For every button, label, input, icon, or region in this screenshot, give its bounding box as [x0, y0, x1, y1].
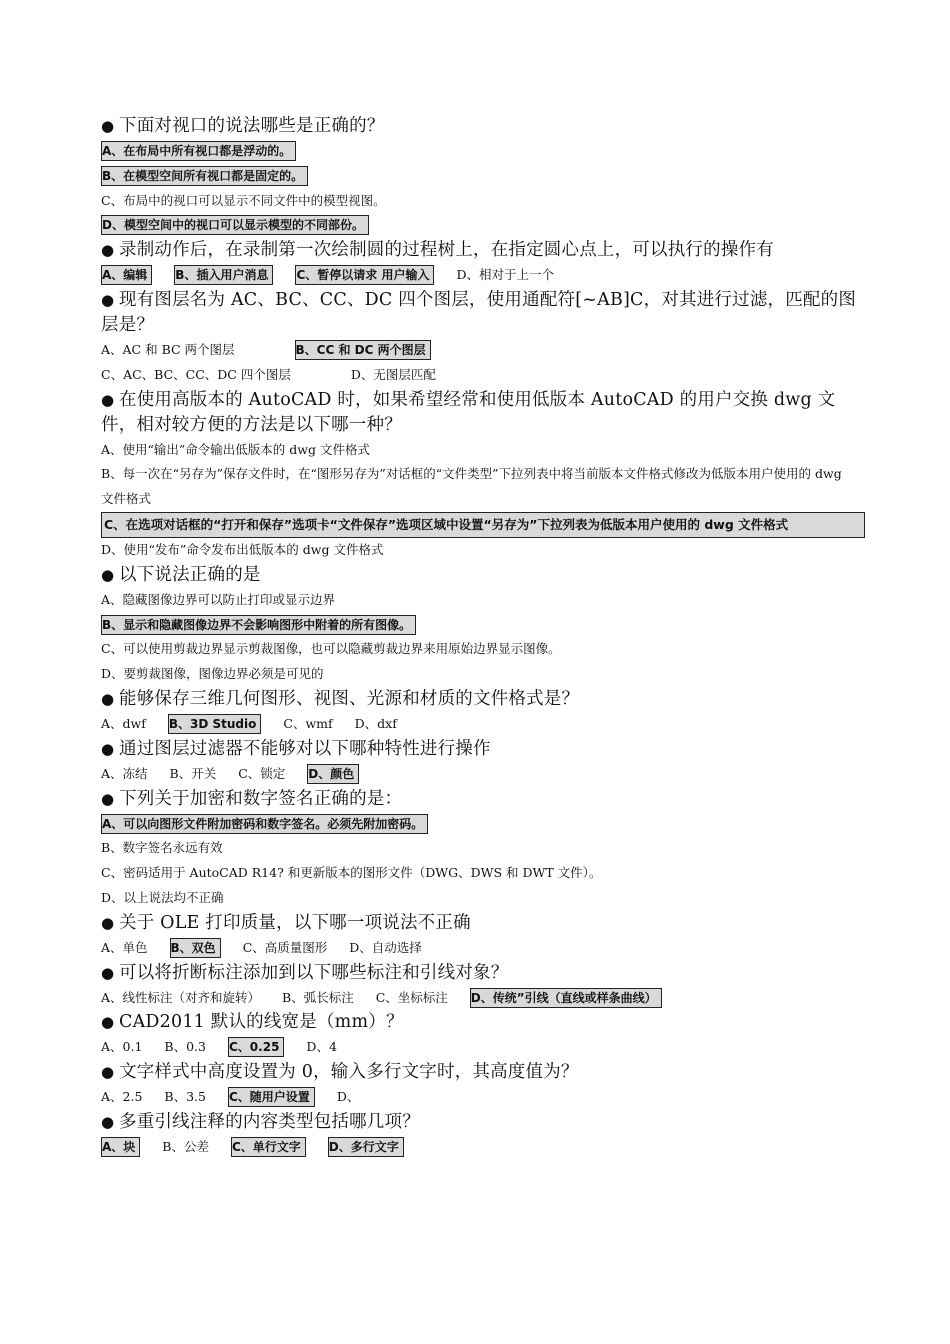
- question-text: 多重引线注释的内容类型包括哪几项？: [119, 1111, 420, 1132]
- answer-option: B、0.3: [164, 1039, 206, 1055]
- answer-option: A、冻结: [101, 765, 148, 781]
- option-line: [101, 512, 865, 538]
- question-5: [101, 563, 865, 588]
- bullet-icon: ●: [101, 789, 115, 808]
- answer-option: A、0.1: [101, 1039, 143, 1055]
- correct-answer: D、颜色: [307, 764, 359, 784]
- answer-option: B、弧长标注: [282, 989, 354, 1005]
- correct-answer: C、单行文字: [231, 1137, 306, 1157]
- option-line: [101, 139, 865, 164]
- question-text: 下列关于加密和数字签名正确的是：: [119, 788, 403, 809]
- question-text: 下面对视口的说法哪些是正确的？: [119, 116, 385, 136]
- bullet-icon: ●: [101, 117, 115, 135]
- answer-option: C、高质量图形: [242, 939, 328, 955]
- correct-answer: B、插入用户消息: [174, 265, 273, 285]
- correct-answer: B、显示和隐藏图像边界不会影响图形中附着的所有图像。: [101, 615, 416, 635]
- question-text: CAD2011 默认的线宽是（mm）？: [119, 1012, 404, 1033]
- correct-answer: A、在布局中所有视口都是浮动的。: [101, 141, 296, 161]
- answer-option: D、4: [306, 1039, 337, 1055]
- answer-option: C、坐标标注: [375, 989, 448, 1005]
- answer-option: C、AC、BC、CC、DC 四个图层: [101, 366, 291, 382]
- option-line: [101, 986, 865, 1011]
- answer-option: A、使用“输出”命令输出低版本的 dwg 文件格式: [101, 441, 370, 457]
- question-3: [101, 288, 865, 338]
- answer-option: C、布局中的视口可以显示不同文件中的模型视图。: [101, 192, 386, 208]
- question-text: 现有图层名为 AC、BC、CC、DC 四个图层，使用通配符[~AB]C，对其进行过滤，匹配的图层是？: [101, 289, 857, 335]
- option-line: [101, 812, 865, 837]
- bullet-icon: ●: [101, 739, 115, 758]
- option-line: [101, 886, 865, 911]
- question-7: [101, 737, 865, 762]
- answer-option: A、dwf: [101, 715, 146, 731]
- question-8: [101, 787, 865, 812]
- answer-option: D、使用“发布”命令发布出低版本的 dwg 文件格式: [101, 541, 384, 557]
- option-line: [101, 363, 865, 388]
- bullet-icon: ●: [101, 1013, 115, 1032]
- question-text: 以下说法正确的是: [119, 564, 261, 585]
- option-line: [101, 462, 865, 512]
- bullet-icon: ●: [101, 390, 115, 409]
- correct-answer: D、传统”引线（直线或样条曲线）: [470, 988, 662, 1008]
- answer-option: B、3.5: [164, 1089, 206, 1105]
- option-line: [101, 1035, 865, 1060]
- correct-answer: C、暂停以请求 用户输入: [295, 265, 434, 285]
- bullet-icon: ●: [101, 1063, 115, 1082]
- option-line: [101, 438, 865, 463]
- answer-option: B、每一次在“另存为”保存文件时，在“图形另存为”对话框的“文件类型”下拉列表中将当前版本文件格式修改为低版本用户使用的 dwg 文件格式: [101, 466, 842, 507]
- bullet-icon: ●: [101, 963, 115, 982]
- answer-option: D、无图层匹配: [350, 366, 436, 382]
- correct-answer: C、随用户设置: [228, 1087, 315, 1107]
- correct-answer: A、编辑: [101, 265, 152, 285]
- option-line: [101, 538, 865, 563]
- question-1: [101, 114, 865, 139]
- option-line: [101, 712, 865, 737]
- correct-answer: B、双色: [170, 938, 221, 958]
- answer-option: A、隐藏图像边界可以防止打印或显示边界: [101, 591, 336, 607]
- correct-answer: B、CC 和 DC 两个图层: [295, 340, 431, 360]
- option-line: [101, 936, 865, 961]
- answer-option: A、线性标注（对齐和旋转）: [101, 989, 261, 1005]
- correct-answer: A、可以向图形文件附加密码和数字签名。必须先附加密码。: [101, 814, 428, 834]
- bullet-icon: ●: [101, 241, 115, 260]
- answer-option: C、密码适用于 AutoCAD R14? 和更新版本的图形文件（DWG、DWS 和 DWT 文件）。: [101, 865, 602, 881]
- correct-answer: A、块: [101, 1137, 140, 1157]
- option-line: [101, 613, 865, 638]
- answer-option: D、: [336, 1089, 360, 1105]
- question-11: [101, 1010, 865, 1035]
- option-line: [101, 1085, 865, 1110]
- question-text: 关于 OLE 打印质量，以下哪一项说法不正确: [119, 912, 471, 933]
- document-body: [101, 114, 865, 1160]
- answer-option: D、相对于上一个: [456, 267, 554, 283]
- question-12: [101, 1060, 865, 1085]
- question-6: [101, 687, 865, 712]
- option-line: [101, 338, 865, 363]
- bullet-icon: ●: [101, 689, 115, 708]
- question-text: 通过图层过滤器不能够对以下哪种特性进行操作: [119, 738, 491, 759]
- option-line: [101, 263, 865, 288]
- option-line: [101, 588, 865, 613]
- question-2: [101, 238, 865, 263]
- correct-answer: D、模型空间中的视口可以显示模型的不同部份。: [101, 215, 369, 235]
- answer-option: D、自动选择: [349, 939, 422, 955]
- option-line: [101, 637, 865, 662]
- answer-option: D、要剪裁图像，图像边界必须是可见的: [101, 666, 324, 682]
- option-line: [101, 836, 865, 861]
- question-10: [101, 961, 865, 986]
- bullet-icon: ●: [101, 290, 115, 309]
- answer-option: B、开关: [169, 765, 217, 781]
- correct-answer: B、在模型空间所有视口都是固定的。: [101, 166, 308, 186]
- question-text: 可以将折断标注添加到以下哪些标注和引线对象？: [119, 962, 509, 983]
- answer-option: C、wmf: [283, 715, 333, 731]
- question-4: [101, 388, 865, 438]
- answer-option: B、公差: [162, 1138, 209, 1154]
- question-text: 能够保存三维几何图形、视图、光源和材质的文件格式是？: [119, 688, 580, 709]
- question-text: 在使用高版本的 AutoCAD 时，如果希望经常和使用低版本 AutoCAD 的用户交换 dwg 文件，相对较方便的方法是以下哪一种？: [101, 389, 836, 435]
- option-line: [101, 164, 865, 189]
- option-line: [101, 662, 865, 687]
- answer-option: C、锁定: [238, 765, 286, 781]
- answer-option: D、以上说法均不正确: [101, 889, 224, 905]
- option-line: [101, 213, 865, 238]
- option-line: [101, 762, 865, 787]
- bullet-icon: ●: [101, 565, 115, 584]
- option-line: [101, 189, 865, 214]
- answer-option: C、可以使用剪裁边界显示剪裁图像，也可以隐藏剪裁边界来用原始边界显示图像。: [101, 641, 561, 657]
- answer-option: A、AC 和 BC 两个图层: [101, 341, 235, 357]
- answer-option: A、2.5: [101, 1089, 143, 1105]
- correct-answer: D、多行文字: [328, 1137, 404, 1157]
- question-text: 录制动作后，在录制第一次绘制圆的过程树上，在指定圆心点上，可以执行的操作有: [119, 240, 774, 261]
- bullet-icon: ●: [101, 913, 115, 932]
- option-line: [101, 861, 865, 886]
- answer-option: D、dxf: [354, 715, 397, 731]
- answer-option: A、单色: [101, 939, 148, 955]
- answer-option: B、数字签名永远有效: [101, 840, 223, 856]
- correct-answer: B、3D Studio: [168, 714, 262, 734]
- question-text: 文字样式中高度设置为 0，输入多行文字时，其高度值为？: [119, 1062, 579, 1083]
- question-13: [101, 1110, 865, 1135]
- option-line: [101, 1135, 865, 1160]
- correct-answer: C、在选项对话框的“打开和保存”选项卡“文件保存”选项区域中设置“另存为”下拉列表为低版本用户使用的 dwg 文件格式: [101, 512, 865, 538]
- bullet-icon: ●: [101, 1112, 115, 1131]
- question-9: [101, 911, 865, 936]
- correct-answer: C、0.25: [228, 1037, 284, 1057]
